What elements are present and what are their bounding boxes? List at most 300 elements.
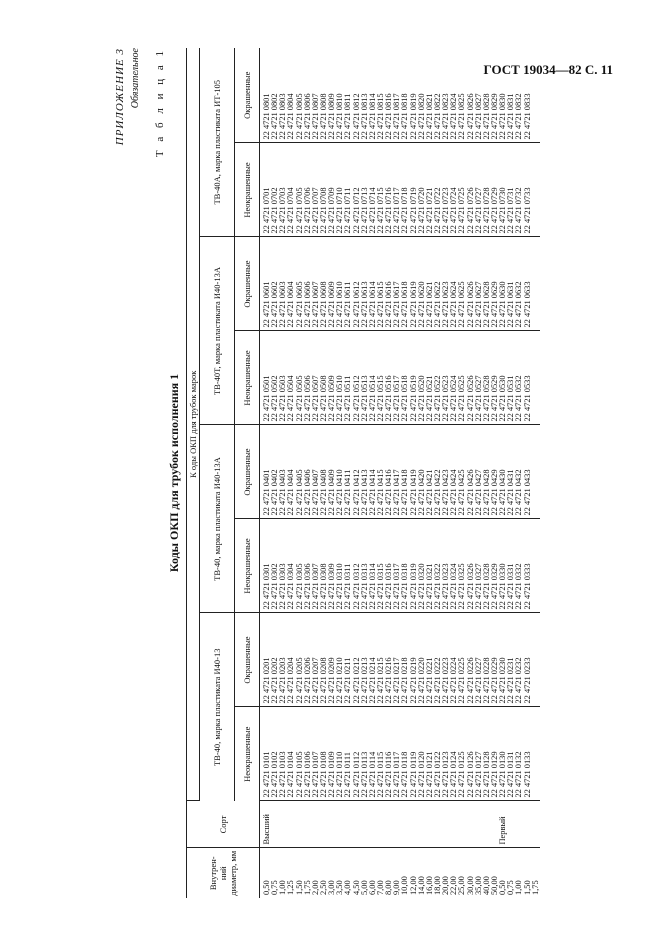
grade-cell — [410, 802, 418, 845]
title-block — [112, 48, 186, 898]
okp-code-cell: 22 4721 0433 — [522, 469, 532, 516]
diameter-cell: 1,75 — [302, 880, 312, 895]
okp-code-cell: 22 4721 0307 — [310, 563, 320, 610]
unpainted-subheader: Неокрашенные — [235, 143, 260, 237]
okp-code-cell: 22 4721 0116 — [384, 751, 394, 798]
okp-code-cell: 22 4721 0302 — [270, 563, 280, 610]
grade-cell — [369, 802, 377, 845]
okp-code-cell: 22 4721 0615 — [375, 281, 385, 328]
okp-code-cell: 22 4721 0111 — [343, 752, 353, 798]
okp-code-cell: 22 4721 0221 — [424, 657, 434, 704]
diameter-cell: 4,50 — [351, 880, 361, 895]
okp-code-cell: 22 4721 0533 — [522, 375, 532, 422]
okp-code-cell: 22 4721 0821 — [424, 93, 434, 140]
painted-subheader: Окрашенные — [235, 237, 260, 331]
okp-code-cell: 22 4721 0106 — [302, 751, 312, 798]
okp-code-cell: 22 4721 0713 — [359, 187, 369, 234]
okp-code-cell: 22 4721 0802 — [270, 93, 280, 140]
okp-code-cell: 22 4721 0708 — [318, 187, 328, 234]
okp-code-cell: 22 4721 0716 — [384, 187, 394, 234]
codes-column — [260, 425, 540, 519]
codes-column — [260, 519, 540, 613]
okp-code-cell: 22 4721 0323 — [441, 563, 451, 610]
okp-code-cell: 22 4721 0712 — [351, 187, 361, 234]
okp-code-cell: 22 4721 0813 — [359, 93, 369, 140]
grade-cell — [483, 802, 491, 845]
okp-code-cell: 22 4721 0406 — [302, 469, 312, 516]
okp-code-cell: 22 4721 0411 — [343, 469, 353, 516]
okp-code-cell: 22 4721 0117 — [392, 751, 402, 798]
okp-code-cell: 22 4721 0824 — [449, 93, 459, 140]
okp-code-cell: 22 4721 0331 — [506, 563, 516, 610]
codes-column — [260, 613, 540, 707]
codes-column — [260, 48, 540, 143]
grade-cell — [385, 802, 393, 845]
okp-code-cell: 22 4721 0729 — [489, 187, 499, 234]
okp-code-cell: 22 4721 0422 — [432, 469, 442, 516]
okp-code-cell: 22 4721 0404 — [286, 469, 296, 516]
okp-code-cell: 22 4721 0322 — [432, 563, 442, 610]
okp-code-cell: 22 4721 0103 — [278, 751, 288, 798]
grade-cell — [467, 802, 475, 845]
okp-code-cell: 22 4721 0319 — [408, 563, 418, 610]
okp-code-cell: 22 4721 0630 — [498, 281, 508, 328]
okp-code-cell: 22 4721 0505 — [294, 375, 304, 422]
okp-code-cell: 22 4721 0806 — [302, 93, 312, 140]
okp-code-cell: 22 4721 0717 — [392, 187, 402, 234]
okp-code-cell: 22 4721 0312 — [351, 563, 361, 610]
okp-code-cell: 22 4721 0414 — [367, 469, 377, 516]
okp-code-cell: 22 4721 0112 — [351, 751, 361, 798]
diameter-cell: 0,75 — [506, 880, 516, 895]
okp-code-cell: 22 4721 0627 — [473, 281, 483, 328]
okp-code-cell: 22 4721 0124 — [449, 751, 459, 798]
okp-code-cell: 22 4721 0828 — [481, 93, 491, 140]
diameter-cell: 30,00 — [465, 876, 475, 895]
grade-cell — [393, 802, 401, 845]
rotated-content — [112, 48, 642, 898]
okp-code-cell: 22 4721 0508 — [318, 375, 328, 422]
okp-code-cell: 22 4721 0428 — [481, 469, 491, 516]
okp-code-cell: 22 4721 0521 — [424, 375, 434, 422]
okp-code-cell: 22 4721 0701 — [262, 187, 271, 234]
okp-code-cell: 22 4721 0430 — [498, 469, 508, 516]
okp-code-cell: 22 4721 0528 — [481, 375, 491, 422]
okp-code-cell: 22 4721 0424 — [449, 469, 459, 516]
okp-code-cell: 22 4721 0132 — [514, 751, 524, 798]
brand-header-4: ТВ-40А, марка пластиката ИТ-105 — [200, 48, 235, 237]
okp-code-cell: 22 4721 0503 — [278, 375, 288, 422]
okp-code-cell: 22 4721 0728 — [481, 187, 491, 234]
okp-code-cell: 22 4721 0628 — [481, 281, 491, 328]
okp-code-cell: 22 4721 0303 — [278, 563, 288, 610]
grade-cell: Первый — [498, 816, 508, 845]
okp-code-cell: 22 4721 0410 — [335, 469, 345, 516]
okp-code-cell: 22 4721 0413 — [359, 469, 369, 516]
okp-code-cell: 22 4721 0327 — [473, 563, 483, 610]
okp-code-cell: 22 4721 0202 — [270, 657, 280, 704]
okp-code-cell: 22 4721 0403 — [278, 469, 288, 516]
okp-code-cell: 22 4721 0308 — [318, 563, 328, 610]
grade-cell — [279, 802, 287, 845]
okp-code-cell: 22 4721 0211 — [343, 657, 353, 704]
codes-column — [260, 143, 540, 237]
okp-code-cell: 22 4721 0720 — [416, 187, 426, 234]
okp-code-cell: 22 4721 0427 — [473, 469, 483, 516]
okp-code-cell: 22 4721 0309 — [327, 563, 337, 610]
okp-code-cell: 22 4721 0603 — [278, 281, 288, 328]
okp-code-cell: 22 4721 0324 — [449, 563, 459, 610]
grade-cell — [434, 802, 442, 845]
okp-code-cell: 22 4721 0523 — [441, 375, 451, 422]
okp-code-cell: 22 4721 0514 — [367, 375, 377, 422]
okp-code-cell: 22 4721 0215 — [375, 657, 385, 704]
okp-code-cell: 22 4721 0208 — [318, 657, 328, 704]
painted-subheader: Окрашенные — [235, 425, 260, 519]
okp-code-cell: 22 4721 0509 — [327, 375, 337, 422]
diameter-cell: 4,00 — [343, 880, 353, 895]
okp-code-cell: 22 4721 0301 — [262, 563, 271, 610]
okp-code-cell: 22 4721 0524 — [449, 375, 459, 422]
okp-code-cell: 22 4721 0110 — [335, 751, 345, 798]
okp-code-cell: 22 4721 0426 — [465, 469, 475, 516]
okp-code-cell: 22 4721 0624 — [449, 281, 459, 328]
okp-code-cell: 22 4721 0114 — [367, 751, 377, 798]
okp-code-cell: 22 4721 0118 — [400, 751, 410, 798]
grade-cell — [361, 802, 369, 845]
okp-code-cell: 22 4721 0826 — [465, 93, 475, 140]
grade-cell — [320, 802, 328, 845]
okp-code-cell: 22 4721 0329 — [489, 563, 499, 610]
okp-code-cell: 22 4721 0230 — [498, 657, 508, 704]
okp-code-cell: 22 4721 0831 — [506, 93, 516, 140]
okp-code-cell: 22 4721 0326 — [465, 563, 475, 610]
okp-code-cell: 22 4721 0126 — [465, 751, 475, 798]
okp-code-cell: 22 4721 0213 — [359, 657, 369, 704]
okp-code-cell: 22 4721 0310 — [335, 563, 345, 610]
diameter-cell: 20,00 — [441, 876, 451, 895]
okp-code-cell: 22 4721 0225 — [457, 657, 467, 704]
okp-code-cell: 22 4721 0703 — [278, 187, 288, 234]
painted-subheader: Окрашенные — [235, 613, 260, 707]
okp-code-cell: 22 4721 0617 — [392, 281, 402, 328]
okp-code-cell: 22 4721 0829 — [489, 93, 499, 140]
diameter-cell: 10,00 — [400, 876, 410, 895]
okp-code-cell: 22 4721 0827 — [473, 93, 483, 140]
okp-code-cell: 22 4721 0216 — [384, 657, 394, 704]
okp-code-cell: 22 4721 0232 — [514, 657, 524, 704]
okp-code-cell: 22 4721 0205 — [294, 657, 304, 704]
okp-code-cell: 22 4721 0731 — [506, 187, 516, 234]
diameter-cell: 5,00 — [359, 880, 369, 895]
okp-code-cell: 22 4721 0605 — [294, 281, 304, 328]
okp-code-cell: 22 4721 0616 — [384, 281, 394, 328]
okp-code-cell: 22 4721 0702 — [270, 187, 280, 234]
okp-code-cell: 22 4721 0131 — [506, 751, 516, 798]
okp-code-cell: 22 4721 0516 — [384, 375, 394, 422]
okp-code-cell: 22 4721 0206 — [302, 657, 312, 704]
okp-code-cell: 22 4721 0602 — [270, 281, 280, 328]
diameter-cell: 35,00 — [473, 876, 483, 895]
okp-code-cell: 22 4721 0217 — [392, 657, 402, 704]
okp-code-cell: 22 4721 0805 — [294, 93, 304, 140]
okp-code-cell: 22 4721 0804 — [286, 93, 296, 140]
okp-code-cell: 22 4721 0823 — [441, 93, 451, 140]
okp-code-cell: 22 4721 0127 — [473, 751, 483, 798]
okp-code-cell: 22 4721 0718 — [400, 187, 410, 234]
okp-code-cell: 22 4721 0727 — [473, 187, 483, 234]
grade-cell — [442, 802, 450, 845]
okp-code-cell: 22 4721 0719 — [408, 187, 418, 234]
okp-code-cell: 22 4721 0317 — [392, 563, 402, 610]
codes-group-header: К оды ОКП для трубок марок — [187, 48, 200, 801]
okp-code-cell: 22 4721 0722 — [432, 187, 442, 234]
diameter-cell: 3,00 — [327, 880, 337, 895]
okp-code-cell: 22 4721 0129 — [489, 751, 499, 798]
painted-subheader: Окрашенные — [235, 48, 260, 143]
okp-code-cell: 22 4721 0504 — [286, 375, 296, 422]
grade-cell — [401, 802, 409, 845]
grade-cell — [426, 802, 434, 845]
okp-code-cell: 22 4721 0724 — [449, 187, 459, 234]
okp-code-cell: 22 4721 0512 — [351, 375, 361, 422]
okp-code-cell: 22 4721 0209 — [327, 657, 337, 704]
diameter-column — [260, 848, 540, 898]
okp-code-cell: 22 4721 0418 — [400, 469, 410, 516]
table-title: Коды ОКП для трубок исполнения 1 — [167, 373, 181, 573]
diameter-cell: 50,00 — [489, 876, 499, 895]
diameter-cell: 1,75 — [530, 880, 540, 895]
okp-code-cell: 22 4721 0625 — [457, 281, 467, 328]
grade-cell — [296, 802, 304, 845]
diameter-cell: 1,50 — [294, 880, 304, 895]
okp-code-cell: 22 4721 0629 — [489, 281, 499, 328]
okp-code-cell: 22 4721 0417 — [392, 469, 402, 516]
okp-code-cell: 22 4721 0210 — [335, 657, 345, 704]
okp-code-cell: 22 4721 0222 — [432, 657, 442, 704]
okp-code-cell: 22 4721 0223 — [441, 657, 451, 704]
okp-code-cell: 22 4721 0408 — [318, 469, 328, 516]
unpainted-subheader: Неокрашенные — [235, 707, 260, 801]
okp-code-cell: 22 4721 0711 — [343, 187, 353, 234]
okp-code-cell: 22 4721 0226 — [465, 657, 475, 704]
okp-code-cell: 22 4721 0109 — [327, 751, 337, 798]
diameter-cell: 0,75 — [270, 880, 280, 895]
codes-column — [260, 237, 540, 331]
okp-code-cell: 22 4721 0611 — [343, 281, 353, 328]
okp-code-cell: 22 4721 0706 — [302, 187, 312, 234]
okp-code-cell: 22 4721 0531 — [506, 375, 516, 422]
grade-cell — [515, 802, 523, 845]
okp-code-cell: 22 4721 0214 — [367, 657, 377, 704]
okp-code-cell: 22 4721 0207 — [310, 657, 320, 704]
okp-code-cell: 22 4721 0412 — [351, 469, 361, 516]
okp-code-cell: 22 4721 0115 — [375, 751, 385, 798]
okp-code-cell: 22 4721 0420 — [416, 469, 426, 516]
okp-code-cell: 22 4721 0502 — [270, 375, 280, 422]
okp-code-cell: 22 4721 0330 — [498, 563, 508, 610]
codes-column — [260, 707, 540, 801]
okp-code-cell: 22 4721 0527 — [473, 375, 483, 422]
okp-code-cell: 22 4721 0133 — [522, 751, 532, 798]
grade-cell — [475, 802, 483, 845]
diameter-cell: 0,50 — [498, 880, 508, 895]
okp-code-cell: 22 4721 0815 — [375, 93, 385, 140]
okp-code-cell: 22 4721 0431 — [506, 469, 516, 516]
okp-code-cell: 22 4721 0801 — [262, 93, 271, 140]
okp-code-cell: 22 4721 0833 — [522, 93, 532, 140]
okp-code-cell: 22 4721 0814 — [367, 93, 377, 140]
diameter-cell: 40,00 — [481, 876, 491, 895]
okp-code-cell: 22 4721 0201 — [262, 657, 271, 704]
diameter-header: Внутрен-ний диаметр, мм — [187, 848, 260, 898]
okp-code-cell: 22 4721 0530 — [498, 375, 508, 422]
table-label: Т а б л и ц а 1 — [154, 48, 166, 158]
okp-code-cell: 22 4721 0601 — [262, 281, 271, 328]
okp-code-cell: 22 4721 0101 — [262, 751, 271, 798]
okp-code-cell: 22 4721 0715 — [375, 187, 385, 234]
okp-code-cell: 22 4721 0604 — [286, 281, 296, 328]
okp-code-cell: 22 4721 0402 — [270, 469, 280, 516]
okp-code-cell: 22 4721 0526 — [465, 375, 475, 422]
diameter-cell: 12,00 — [408, 876, 418, 895]
okp-code-cell: 22 4721 0128 — [481, 751, 491, 798]
okp-code-cell: 22 4721 0803 — [278, 93, 288, 140]
okp-code-cell: 22 4721 0812 — [351, 93, 361, 140]
okp-code-cell: 22 4721 0104 — [286, 751, 296, 798]
grade-cell — [336, 802, 344, 845]
okp-code-cell: 22 4721 0609 — [327, 281, 337, 328]
okp-code-cell: 22 4721 0606 — [302, 281, 312, 328]
okp-code-cell: 22 4721 0425 — [457, 469, 467, 516]
grade-cell — [507, 802, 515, 845]
appendix-status: Обязательное — [130, 48, 141, 109]
okp-code-cell: 22 4721 0518 — [400, 375, 410, 422]
okp-code-cell: 22 4721 0809 — [327, 93, 337, 140]
okp-code-cell: 22 4721 0315 — [375, 563, 385, 610]
okp-code-cell: 22 4721 0121 — [424, 751, 434, 798]
okp-code-cell: 22 4721 0405 — [294, 469, 304, 516]
okp-code-cell: 22 4721 0610 — [335, 281, 345, 328]
grade-cell — [458, 802, 466, 845]
okp-code-cell: 22 4721 0808 — [318, 93, 328, 140]
okp-code-cell: 22 4721 0632 — [514, 281, 524, 328]
okp-code-cell: 22 4721 0506 — [302, 375, 312, 422]
diameter-cell: 2,00 — [310, 880, 320, 895]
okp-code-cell: 22 4721 0707 — [310, 187, 320, 234]
diameter-cell: 25,00 — [457, 876, 467, 895]
okp-code-cell: 22 4721 0432 — [514, 469, 524, 516]
diameter-cell: 16,00 — [424, 876, 434, 895]
okp-code-cell: 22 4721 0229 — [489, 657, 499, 704]
okp-code-cell: 22 4721 0130 — [498, 751, 508, 798]
okp-code-cell: 22 4721 0811 — [343, 93, 353, 140]
okp-code-cell: 22 4721 0522 — [432, 375, 442, 422]
diameter-cell: 9,00 — [392, 880, 402, 895]
okp-code-cell: 22 4721 0725 — [457, 187, 467, 234]
grade-cell — [304, 802, 312, 845]
grade-cell — [287, 802, 295, 845]
okp-code-cell: 22 4721 0818 — [400, 93, 410, 140]
okp-code-cell: 22 4721 0726 — [465, 187, 475, 234]
okp-code-cell: 22 4721 0607 — [310, 281, 320, 328]
okp-code-cell: 22 4721 0819 — [408, 93, 418, 140]
okp-code-cell: 22 4721 0620 — [416, 281, 426, 328]
okp-code-cell: 22 4721 0621 — [424, 281, 434, 328]
okp-code-cell: 22 4721 0407 — [310, 469, 320, 516]
okp-code-cell: 22 4721 0218 — [400, 657, 410, 704]
okp-code-cell: 22 4721 0721 — [424, 187, 434, 234]
okp-code-cell: 22 4721 0810 — [335, 93, 345, 140]
okp-code-cell: 22 4721 0305 — [294, 563, 304, 610]
diameter-cell: 1,50 — [522, 880, 532, 895]
okp-code-cell: 22 4721 0122 — [432, 751, 442, 798]
okp-code-cell: 22 4721 0227 — [473, 657, 483, 704]
okp-code-cell: 22 4721 0730 — [498, 187, 508, 234]
okp-code-cell: 22 4721 0822 — [432, 93, 442, 140]
okp-code-cell: 22 4721 0306 — [302, 563, 312, 610]
okp-code-cell: 22 4721 0626 — [465, 281, 475, 328]
okp-code-cell: 22 4721 0328 — [481, 563, 491, 610]
grade-cell — [532, 802, 540, 845]
grade-cell — [271, 802, 279, 845]
unpainted-subheader: Неокрашенные — [235, 331, 260, 425]
grade-cell — [377, 802, 385, 845]
grade-cell — [328, 802, 336, 845]
okp-code-cell: 22 4721 0125 — [457, 751, 467, 798]
okp-code-cell: 22 4721 0517 — [392, 375, 402, 422]
diameter-cell: 3,50 — [335, 880, 345, 895]
okp-code-cell: 22 4721 0519 — [408, 375, 418, 422]
brand-header-3: ТВ-40Т, марка пластиката И40-13А — [200, 237, 235, 425]
okp-code-cell: 22 4721 0816 — [384, 93, 394, 140]
okp-code-cell: 22 4721 0733 — [522, 187, 532, 234]
okp-code-cell: 22 4721 0311 — [343, 563, 353, 610]
codes-column — [260, 331, 540, 425]
diameter-cell: 1,25 — [286, 880, 296, 895]
okp-code-cell: 22 4721 0515 — [375, 375, 385, 422]
okp-code-cell: 22 4721 0513 — [359, 375, 369, 422]
okp-code-cell: 22 4721 0423 — [441, 469, 451, 516]
appendix-label: ПРИЛОЖЕНИЕ 3 — [114, 48, 126, 146]
okp-code-cell: 22 4721 0318 — [400, 563, 410, 610]
okp-code-cell: 22 4721 0409 — [327, 469, 337, 516]
diameter-cell: 1,00 — [278, 880, 288, 895]
grade-header: Сорт — [187, 801, 260, 848]
grade-cell — [353, 802, 361, 845]
okp-code-cell: 22 4721 0532 — [514, 375, 524, 422]
diameter-cell: 18,00 — [432, 876, 442, 895]
unpainted-subheader: Неокрашенные — [235, 519, 260, 613]
okp-code-cell: 22 4721 0415 — [375, 469, 385, 516]
okp-code-cell: 22 4721 0817 — [392, 93, 402, 140]
okp-code-cell: 22 4721 0618 — [400, 281, 410, 328]
table-body-row — [260, 48, 540, 898]
okp-code-cell: 22 4721 0429 — [489, 469, 499, 516]
okp-code-cell: 22 4721 0623 — [441, 281, 451, 328]
grade-cell — [450, 802, 458, 845]
grade-cell: Высший — [262, 814, 271, 845]
okp-code-cell: 22 4721 0709 — [327, 187, 337, 234]
okp-code-cell: 22 4721 0113 — [359, 751, 369, 798]
okp-code-cell: 22 4721 0401 — [262, 469, 271, 516]
diameter-cell: 0,50 — [262, 880, 271, 895]
diameter-cell: 2,50 — [318, 880, 328, 895]
okp-code-cell: 22 4721 0233 — [522, 657, 532, 704]
okp-code-cell: 22 4721 0219 — [408, 657, 418, 704]
okp-code-cell: 22 4721 0102 — [270, 751, 280, 798]
okp-code-cell: 22 4721 0304 — [286, 563, 296, 610]
